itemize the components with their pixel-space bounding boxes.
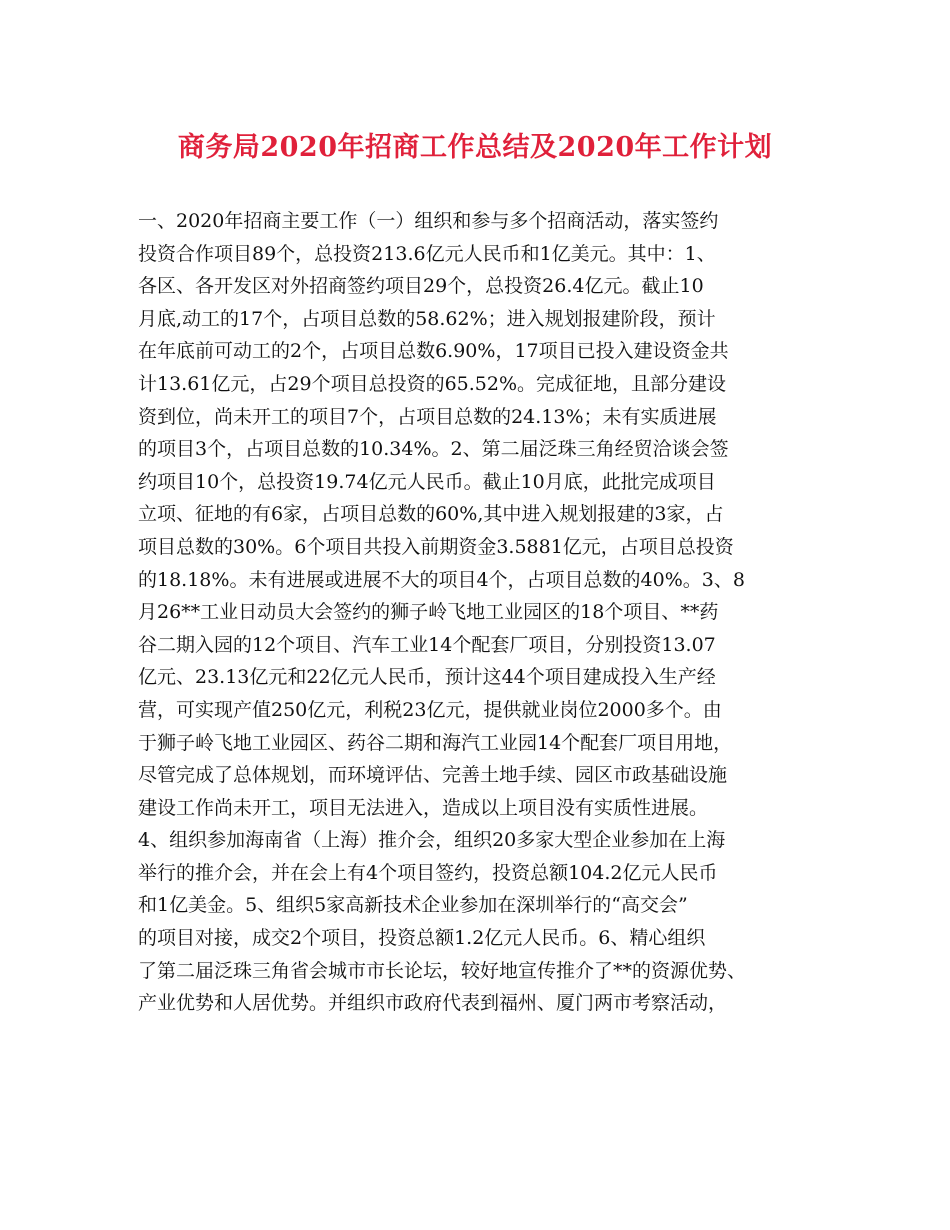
body-line: 资到位，尚未开工的项目7个，占项目总数的24.13%；未有实质进展 bbox=[138, 405, 717, 428]
body-line: 的18.18%。未有进展或进展不大的项目4个，占项目总数的40%。3、8 bbox=[138, 568, 745, 591]
body-line: 的项目对接，成交2个项目，投资总额1.2亿元人民币。6、精心组织 bbox=[138, 927, 706, 950]
body-line: 谷二期入园的12个项目、汽车工业14个配套厂项目，分别投资13.07 bbox=[138, 633, 716, 656]
body-line: 在年底前可动工的2个，占项目总数6.90%，17项目已投入建设资金共 bbox=[138, 340, 729, 363]
body-line: 项目总数的30%。6个项目共投入前期资金3.5881亿元，占项目总投资 bbox=[138, 535, 734, 558]
body-line: 了第二届泛珠三角省会城市市长论坛，较好地宣传推介了**的资源优势、 bbox=[138, 959, 747, 982]
body-line: 建设工作尚未开工，项目无法进入，造成以上项目没有实质性进展。 bbox=[138, 796, 709, 819]
body-line: 月26**工业日动员大会签约的狮子岭飞地工业园区的18个项目、**药 bbox=[138, 601, 719, 624]
body-line: 月底,动工的17个，占项目总数的58.62%；进入规划报建阶段，预计 bbox=[138, 307, 716, 330]
body-line: 产业优势和人居优势。并组织市政府代表到福州、厦门两市考察活动， bbox=[138, 992, 728, 1015]
body-line: 投资合作项目89个，总投资213.6亿元人民币和1亿美元。其中：1、 bbox=[138, 242, 716, 265]
document-body bbox=[138, 205, 818, 1020]
document-title: 商务局2020年招商工作总结及2020年工作计划 bbox=[177, 132, 773, 163]
body-line: 4、组织参加海南省（上海）推介会，组织20多家大型企业参加在上海 bbox=[138, 829, 726, 852]
body-line: 举行的推介会，并在会上有4个项目签约，投资总额104.2亿元人民币 bbox=[138, 861, 718, 884]
body-line: 计13.61亿元，占29个项目总投资的65.52%。完成征地，且部分建设 bbox=[138, 372, 727, 395]
body-line: 的项目3个，占项目总数的10.34%。2、第二届泛珠三角经贸洽谈会签 bbox=[138, 438, 729, 461]
body-line: 各区、各开发区对外招商签约项目29个，总投资26.4亿元。截止10 bbox=[138, 275, 704, 298]
body-line: 尽管完成了总体规划，而环境评估、完善土地手续、园区市政基础设施 bbox=[138, 764, 728, 787]
body-line: 立项、征地的有6家，占项目总数的60%,其中进入规划报建的3家，占 bbox=[138, 503, 724, 526]
body-line: 一、2020年招商主要工作（一）组织和参与多个招商活动，落实签约 bbox=[138, 210, 719, 232]
body-line: 营，可实现产值250亿元，利税23亿元，提供就业岗位2000多个。由 bbox=[138, 698, 722, 721]
body-line: 和1亿美金。5、组织5家高新技术企业参加在深圳举行的“高交会” bbox=[138, 894, 688, 917]
body-line: 亿元、23.13亿元和22亿元人民币，预计这44个项目建成投入生产经 bbox=[138, 666, 716, 689]
body-line: 于狮子岭飞地工业园区、药谷二期和海汽工业园14个配套厂项目用地， bbox=[138, 731, 733, 754]
body-line: 约项目10个，总投资19.74亿元人民币。截止10月底，此批完成项目 bbox=[138, 470, 716, 493]
